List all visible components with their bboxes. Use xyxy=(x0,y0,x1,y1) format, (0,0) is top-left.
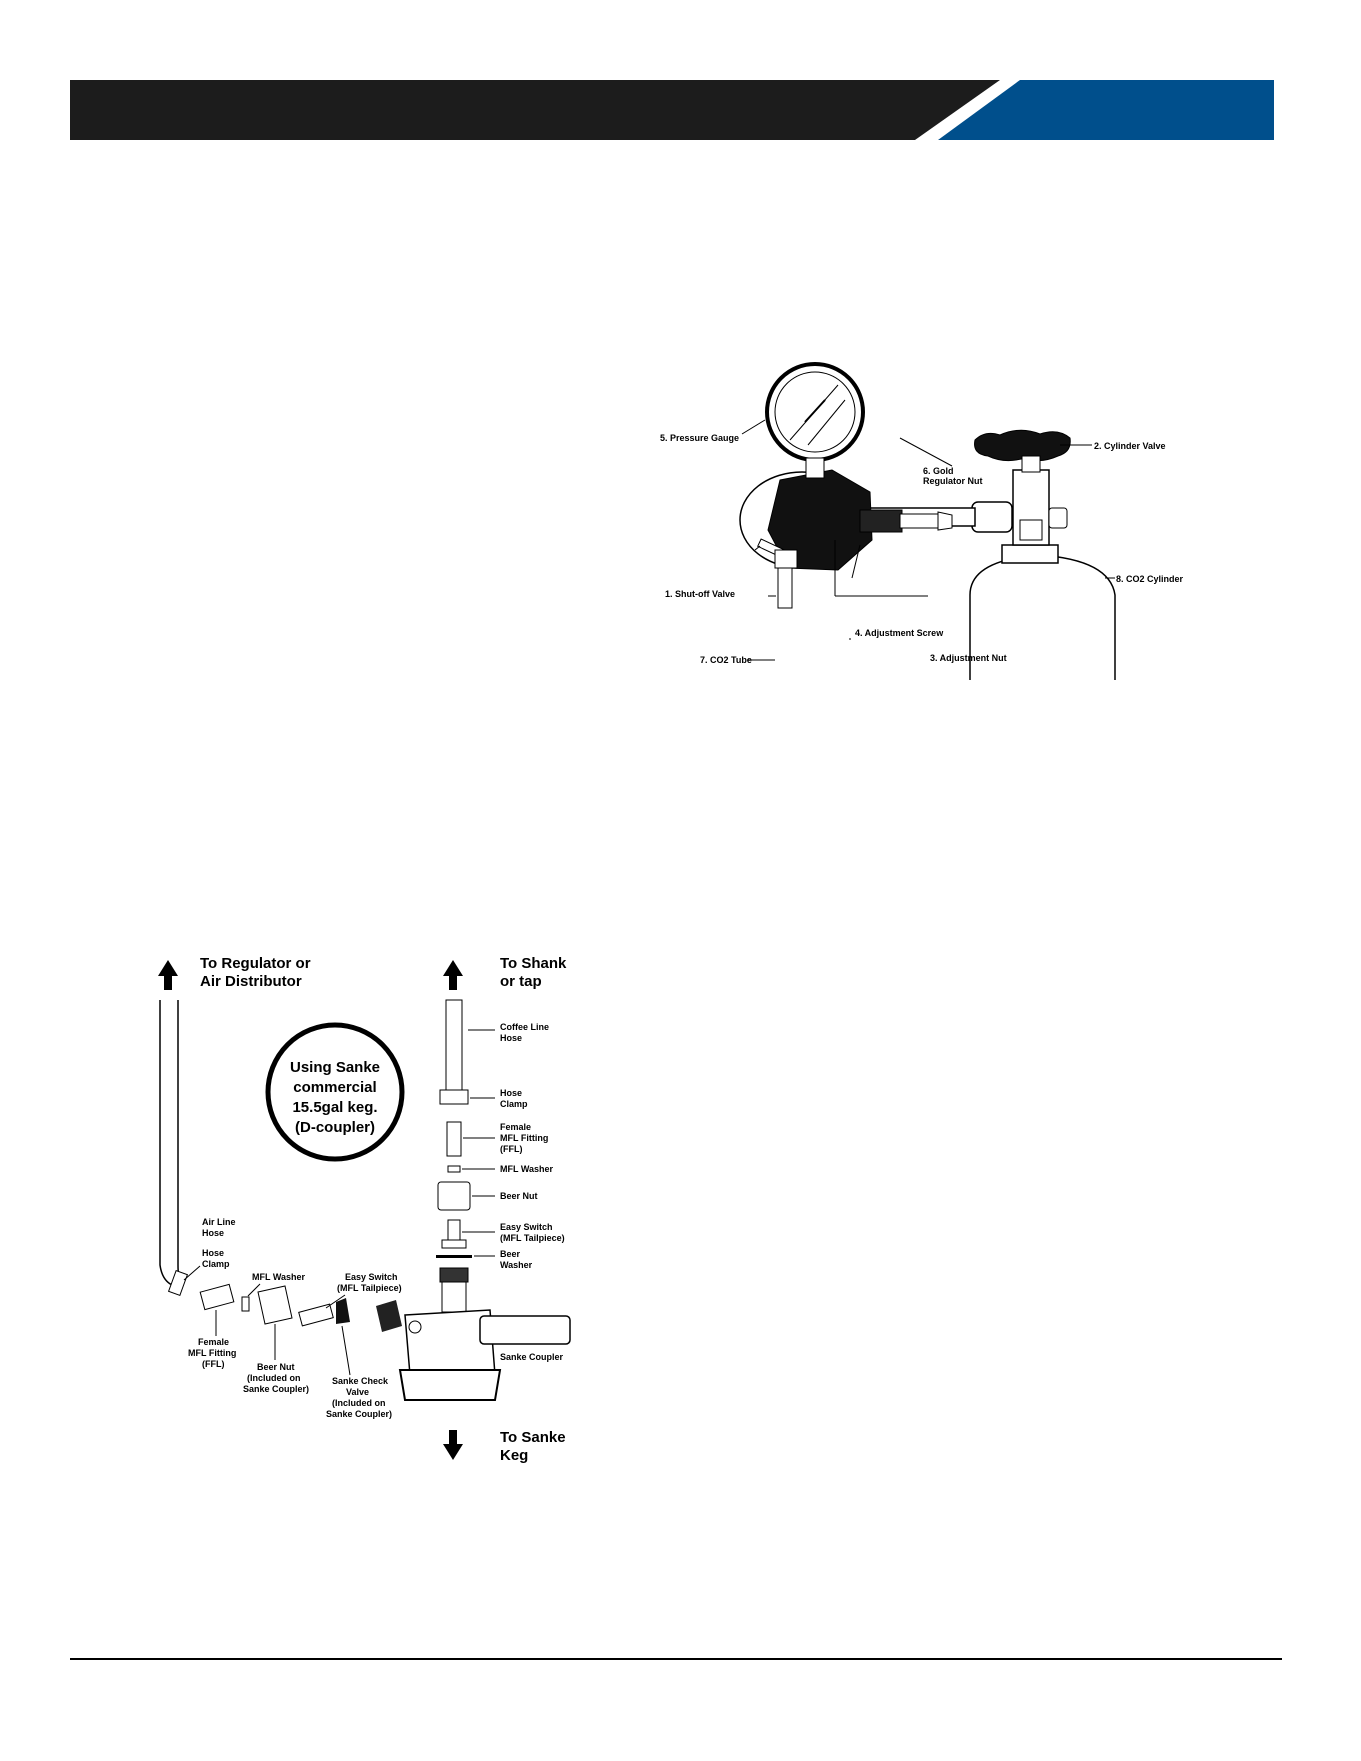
label-sanke-coupler: Sanke Coupler xyxy=(500,1352,564,1362)
label-easy-switch-l-2: (MFL Tailpiece) xyxy=(337,1283,402,1293)
banner-blue-band xyxy=(938,80,1274,140)
label-hose-clamp-l-1: Hose xyxy=(202,1248,225,1258)
arrow-up-icon xyxy=(443,960,463,990)
gold-regulator-nut xyxy=(972,502,1012,532)
label-hose-clamp-r-1: Hose xyxy=(500,1088,523,1098)
air-beer-nut xyxy=(258,1286,292,1324)
label-coffee-line-2: Hose xyxy=(500,1033,523,1043)
label-beer-nut-l-2: (Included on xyxy=(247,1373,301,1383)
coupler-base xyxy=(400,1370,500,1400)
adjustment-screw xyxy=(900,514,938,528)
arrow-down-icon xyxy=(443,1430,463,1460)
label-easy-switch-l-1: Easy Switch xyxy=(345,1272,398,1282)
air-hose-clamp xyxy=(169,1271,188,1296)
sanke-coupler-diagram xyxy=(150,950,600,1470)
beer-nut xyxy=(438,1182,470,1210)
label-check-valve-3: (Included on xyxy=(332,1398,386,1408)
footer-rule xyxy=(70,1658,1282,1660)
label-adjustment-screw: 4. Adjustment Screw xyxy=(855,628,944,638)
to-shank-line2: or tap xyxy=(500,973,542,990)
callout-line3: 15.5gal keg. xyxy=(292,1099,378,1116)
beer-mfl-washer xyxy=(448,1166,460,1172)
to-regulator-line2: Air Distributor xyxy=(200,973,302,990)
co2-tube-barb xyxy=(778,568,792,608)
label-co2-tube: 7. CO2 Tube xyxy=(700,655,752,665)
callout-line4: (D-coupler) xyxy=(295,1119,375,1136)
coupler-top-thread xyxy=(440,1268,468,1282)
label-air-line-1: Air Line xyxy=(202,1217,236,1227)
label-coffee-line-1: Coffee Line xyxy=(500,1022,550,1032)
label-beer-washer-1: Beer xyxy=(500,1249,521,1259)
label-hose-clamp-l-2: Clamp xyxy=(202,1259,230,1269)
to-keg-line2: Keg xyxy=(500,1447,529,1464)
callout-line2: commercial xyxy=(293,1079,377,1096)
banner-dark-band xyxy=(70,80,1000,140)
label-female-r-1: Female xyxy=(500,1122,532,1132)
label-beer-nut-r: Beer Nut xyxy=(500,1191,538,1201)
label-female-l-1: Female xyxy=(198,1337,230,1347)
label-mfl-washer-r: MFL Washer xyxy=(500,1164,554,1174)
label-easy-switch-r-2: (MFL Tailpiece) xyxy=(500,1233,565,1243)
callout-line1: Using Sanke xyxy=(289,1059,381,1076)
header-banner xyxy=(0,0,1361,160)
sanke-check-valve xyxy=(336,1298,350,1324)
cylinder-neck xyxy=(1002,545,1058,563)
label-air-line-2: Hose xyxy=(202,1228,225,1238)
label-gold-nut-line1: 6. Gold xyxy=(923,466,954,476)
coupler-gas-port xyxy=(376,1300,402,1332)
coupler-handle xyxy=(480,1316,570,1344)
label-check-valve-1: Sanke Check xyxy=(332,1376,389,1386)
label-easy-switch-r-1: Easy Switch xyxy=(500,1222,553,1232)
air-line-hose xyxy=(160,1000,180,1285)
coffee-line-hose xyxy=(446,1000,462,1095)
label-female-l-2: MFL Fitting xyxy=(188,1348,237,1358)
to-keg-line1: To Sanke xyxy=(500,1429,566,1446)
to-regulator-line1: To Regulator or xyxy=(200,955,311,972)
air-mfl-washer xyxy=(242,1297,249,1311)
label-beer-washer-2: Washer xyxy=(500,1260,533,1270)
to-shank-line1: To Shank xyxy=(500,955,567,972)
arrow-up-icon xyxy=(158,960,178,990)
beer-washer xyxy=(436,1255,472,1258)
label-hose-clamp-r-2: Clamp xyxy=(500,1099,528,1109)
air-easy-switch xyxy=(299,1304,334,1326)
label-cylinder-valve: 2. Cylinder Valve xyxy=(1094,441,1166,451)
label-co2-cylinder: 8. CO2 Cylinder xyxy=(1116,574,1184,584)
label-pressure-gauge: 5. Pressure Gauge xyxy=(660,433,740,443)
label-check-valve-2: Valve xyxy=(346,1387,370,1397)
beer-female-fitting xyxy=(447,1122,461,1156)
label-female-r-2: MFL Fitting xyxy=(500,1133,549,1143)
label-beer-nut-l-1: Beer Nut xyxy=(257,1362,295,1372)
label-check-valve-4: Sanke Coupler) xyxy=(326,1409,393,1419)
label-female-r-3: (FFL) xyxy=(500,1144,523,1154)
air-female-fitting xyxy=(200,1284,234,1309)
beer-hose-clamp xyxy=(440,1090,468,1104)
label-female-l-3: (FFL) xyxy=(202,1359,225,1369)
label-beer-nut-l-3: Sanke Coupler) xyxy=(243,1384,310,1394)
label-adjustment-nut: 3. Adjustment Nut xyxy=(930,653,1007,663)
beer-easy-switch xyxy=(448,1220,460,1242)
label-gold-nut-line2: Regulator Nut xyxy=(923,476,983,486)
co2-regulator-diagram xyxy=(660,360,1200,680)
label-shutoff-valve: 1. Shut-off Valve xyxy=(665,589,736,599)
label-mfl-washer-l: MFL Washer xyxy=(252,1272,306,1282)
coupler-neck xyxy=(442,1282,466,1312)
